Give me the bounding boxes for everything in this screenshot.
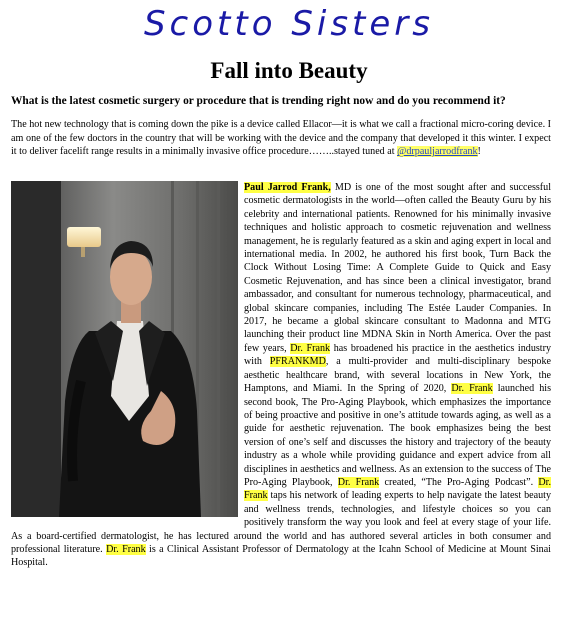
intro-text: The hot new technology that is coming down the pike is a device called Ellacor—it is what we call a fractional micro-coring device. I am one of the few doctors in the country that will be working with the device and the company that developed it this winter. I expect it to deliver facelift range results in a minimally invasive office procedure……..stayed tuned at <box>11 119 551 158</box>
highlight-dr-frank: Dr. Frank <box>106 543 146 555</box>
intro-paragraph <box>11 118 551 159</box>
bio-text-2: has broadened his practice in the aesthetics industry with <box>244 342 552 368</box>
photo-spacer <box>11 181 244 517</box>
highlight-dr-frank: Dr. Frank <box>244 476 551 502</box>
masthead <box>0 4 578 44</box>
intro-end: ! <box>477 146 481 158</box>
highlight-dr-frank: Dr. Frank <box>290 342 331 354</box>
bio-text-5: created, “The Pro-Aging Podcast”. <box>379 476 539 488</box>
bio-name: Paul Jarrod Frank, <box>244 182 331 193</box>
highlight-brand: PFRANKMD <box>269 356 326 368</box>
article-title: Fall into Beauty <box>210 58 368 83</box>
biography-paragraph <box>11 181 551 570</box>
highlight-dr-frank: Dr. Frank <box>451 383 493 395</box>
bio-text-1: MD is one of the most sought after and successful cosmetic dermatologists in the world—often called the Beauty Guru by his celebrity and international patients. Renowned for his minimally invasive techniques and holistic approach to cosmetic rejuvenation and wellness management, he is regularly featured as a skin and aging expert in local and international media. In 2002, he authored his first book, Turn Back the Clock Without Losing Time: A Complete Guide to Quick and Easy Cosmetic Rejuvenation, and has since been a clinical investigator, brand ambassador, and consultant for numerous technology, pharmaceutical, and global skincare companies, including The Estée Lauder Companies. In 2017, he became a global skincare consultant to Madonna and MTG launching their product line MDNA Skin in North America. Over the past few years, <box>244 182 552 354</box>
bio-text-4: launched his second book, The Pro-Aging Playbook, which emphasizes the importance of being proactive and positive in one’s attitude towards aging, as well as a guide for aesthetic rejuvenation. The book emphasizes being the best version of one’s self and discusses the history and trajectory of the beauty industry as a whole while providing guidance and expert advice from all disciplines in aesthetics and wellness. As an extension to the success of The Pro-Aging Playbook, <box>244 383 551 488</box>
bio-text-6: taps his network of leading experts to help navigate the latest beauty and wellness trends, technologies, and lifestyle choices so you can positively transform the way you look and feel at every stage of your life. As a board-certified dermatologist, he has lectured around the world and has authored several articles in both consumer and professional literature. <box>11 490 551 555</box>
bio-text-3: , a multi-provider and multi-disciplinary bespoke aesthetic healthcare brand, with several locations in New York, the Hamptons, and Miami. In the Spring of 2020, <box>244 356 551 395</box>
bio-text-7: is a Clinical Assistant Professor of Dermatology at the Icahn School of Medicine at Mount Sinai Hospital. <box>11 543 551 569</box>
instagram-handle-link[interactable]: @drpauljarrodfrank <box>397 146 478 158</box>
masthead-logo-text: Scotto Sisters <box>143 4 435 44</box>
highlight-dr-frank: Dr. Frank <box>337 476 380 488</box>
interview-question: What is the latest cosmetic surgery or procedure that is trending right now and do you recommend it? <box>11 95 506 107</box>
